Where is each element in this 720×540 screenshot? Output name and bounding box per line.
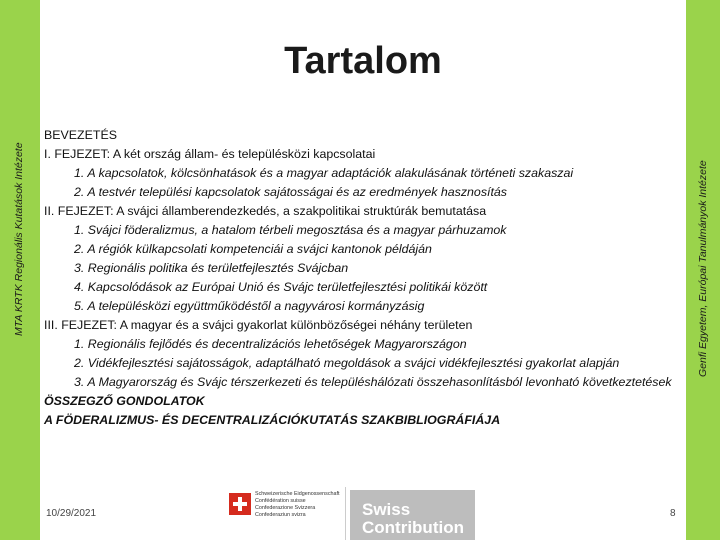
toc-ch2-item-5: 5. A településközi együttműködéstől a nagyvárosi kormányzásig bbox=[74, 299, 425, 313]
swiss-contribution-badge bbox=[350, 490, 475, 540]
toc-chapter-1: I. FEJEZET: A két ország állam- és településközi kapcsolatai bbox=[44, 147, 376, 161]
footer-date: 10/29/2021 bbox=[46, 508, 97, 519]
right-side-label: Genfi Egyetem, Európai Tanulmányok Intézete bbox=[697, 160, 709, 377]
left-side-label: MTA KRTK Regionális Kutatások Intézete bbox=[13, 142, 25, 336]
toc-intro: BEVEZETÉS bbox=[44, 128, 117, 142]
logo-line: Confederaziun svizra bbox=[255, 512, 306, 518]
logo-line: Confederazione Svizzera bbox=[255, 505, 316, 511]
toc-ch1-item-1: 1. A kapcsolatok, kölcsönhatások és a magyar adaptációk alakulásának történeti szakaszai bbox=[74, 166, 574, 180]
toc-ch1-item-2: 2. A testvér települési kapcsolatok sajátosságai és az eredmények hasznosítás bbox=[74, 185, 507, 199]
toc-summary: ÖSSZEGZŐ GONDOLATOK bbox=[44, 394, 205, 408]
toc-ch2-item-2: 2. A régiók külkapcsolati kompetenciái a svájci kantonok példáján bbox=[74, 242, 432, 256]
swiss-flag-icon bbox=[229, 493, 251, 515]
toc-ch3-item-3: 3. A Magyarország és Svájc térszerkezeti és településhálózati összehasonlításból levonható következtetések bbox=[74, 375, 672, 389]
contribution-word-2: Contribution bbox=[362, 518, 464, 537]
toc-bibliography: A FÖDERALIZMUS- ÉS DECENTRALIZÁCIÓKUTATÁS SZAKBIBLIOGRÁFIÁJA bbox=[44, 413, 501, 427]
contribution-word-1: Swiss bbox=[362, 500, 411, 519]
page-number: 8 bbox=[670, 508, 676, 519]
swiss-confederation-logo bbox=[225, 487, 346, 540]
logo-text bbox=[255, 491, 340, 519]
toc-ch3-item-2: 2. Vidékfejlesztési sajátosságok, adaptálható megoldások a svájci vidékfejlesztési gyakorlat alapján bbox=[74, 356, 620, 370]
table-of-contents bbox=[44, 126, 672, 430]
toc-ch2-item-4: 4. Kapcsolódások az Európai Unió és Svájc területfejlesztési politikái között bbox=[74, 280, 488, 294]
toc-chapter-3: III. FEJEZET: A magyar és a svájci gyakorlat különbözőségei néhány területen bbox=[44, 318, 473, 332]
toc-ch2-item-1: 1. Svájci föderalizmus, a hatalom térbeli megosztása és a magyar párhuzamok bbox=[74, 223, 507, 237]
toc-ch3-item-1: 1. Regionális fejlődés és decentralizációs lehetőségek Magyarországon bbox=[74, 337, 467, 351]
logo-line: Confédération suisse bbox=[255, 498, 306, 504]
logo-line: Schweizerische Eidgenossenschaft bbox=[255, 491, 340, 497]
toc-ch2-item-3: 3. Regionális politika és területfejlesztés Svájcban bbox=[74, 261, 349, 275]
toc-chapter-2: II. FEJEZET: A svájci államberendezkedés, a szakpolitikai struktúrák bemutatása bbox=[44, 204, 487, 218]
page-title: Tartalom bbox=[284, 40, 442, 82]
